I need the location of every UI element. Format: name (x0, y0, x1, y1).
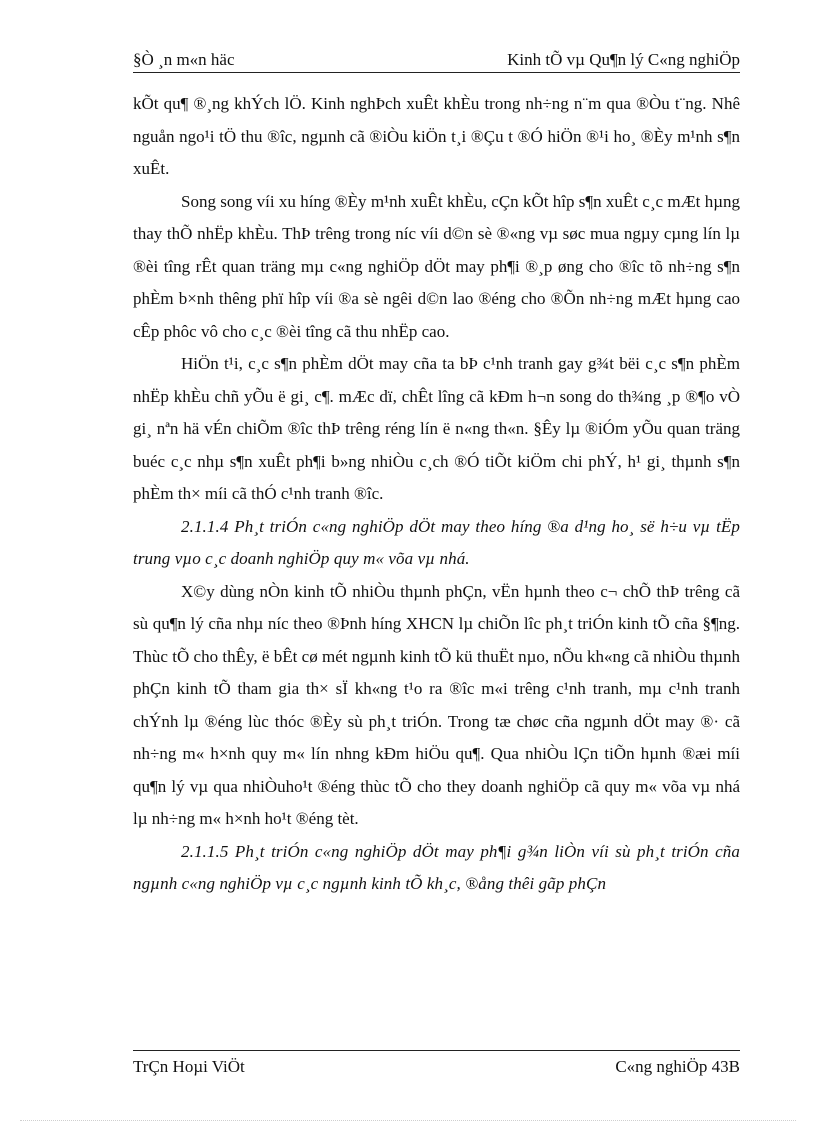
paragraph-competition: HiÖn t¹i, c¸c s¶n phÈm dÖt may cña ta bÞ c¹nh tranh gay g¾t bëi c¸c s¶n phÈm nhËp khÈu chñ yÕu ë gi¸ c¶. mÆc dï, chÊt lîng cã kÐm h¬n song do th¾ng ¸p ®¶o vÒ gi¸ nªn hä vÉn chiÕm ®îc thÞ trêng réng lín ë n«ng th«n. §Êy lµ ®iÓm yÕu quan träng buéc c¸c nhµ s¶n xuÊt ph¶i b»ng nhiÒu c¸ch ®Ó tiÕt kiÖm chi phÝ, h¹ gi¸ thµnh s¶n phÈm th× míi cã thÓ c¹nh tranh ®îc. (133, 354, 740, 503)
header-subject-title: Kinh tÕ vµ Qu¶n lý C«ng nghiÖp (507, 50, 740, 69)
paragraph-continuation: kÕt qu¶ ®¸ng khÝch lÖ. Kinh nghÞch xuÊt khÈu trong nh÷ng n¨m qua ®Òu t¨ng. Nhê nguån ngo¹i tÖ thu ®îc, ngµnh cã ®iÒu kiÖn t¸i ®Çu t ®Ó hiÖn ®¹i ho¸ ®Èy m¹nh s¶n xuÊt. (133, 94, 740, 178)
document-body (133, 88, 740, 901)
section-heading-2-1-1-5: 2.1.1.5 Ph¸t triÓn c«ng nghiÖp dÖt may ph¶i g¾n liÒn víi sù ph¸t triÓn cña ngµnh c«ng nghiÖp vµ c¸c ngµnh kinh tÕ kh¸c, ®ång thêi gãp phÇn (133, 841, 740, 893)
page-header (133, 48, 740, 73)
page-footer (133, 1050, 740, 1081)
header-course-title: §Ò ¸n m«n häc (133, 50, 235, 69)
section-heading-2-1-1-4: 2.1.1.4 Ph¸t triÓn c«ng nghiÖp dÖt may theo híng ®a d¹ng ho¸ së h÷u vµ tËp trung vµo c¸c doanh nghiÖp quy m« võa vµ nhá. (133, 516, 740, 568)
paragraph-multi-sector-economy: X©y dùng nÒn kinh tÕ nhiÒu thµnh phÇn, vËn hµnh theo c¬ chÕ thÞ trêng cã sù qu¶n lý cña nhµ níc theo ®Þnh híng XHCN lµ chiÕn lîc ph¸t triÓn kinh tÕ cña §¶ng. Thùc tÕ cho thÊy, ë bÊt cø mét ngµnh kinh tÕ kü thuËt nµo, nÕu kh«ng cã nhiÒu thµnh phÇn kinh tÕ tham gia th× sÏ kh«ng t¹o ra ®îc m«i trêng c¹nh tranh, mµ c¹nh tranh chÝnh lµ ®éng lùc thóc ®Èy sù ph¸t triÓn. Trong tæ chøc cña ngµnh dÖt may ®· cã nh÷ng m« h×nh quy m« lín nhng kÐm hiÖu qu¶. Qua nhiÒu lÇn tiÕn hµnh ®æi míi qu¶n lý vµ qua nhiÒuho¹t ®éng thùc tÕ cho they doanh nghiÖp cã quy m« võa vµ nhá lµ nh÷ng m« h×nh ho¹t ®éng tèt. (133, 581, 740, 828)
paragraph-domestic-market: Song song víi xu híng ®Èy m¹nh xuÊt khÈu, cÇn kÕt hîp s¶n xuÊt c¸c mÆt hµng thay thÕ nhËp khÈu. ThÞ trêng trong níc víi d©n sè ®«ng vµ søc mua ngµy cµng lín lµ ®èi tîng rÊt quan träng mµ c«ng nghiÖp dÖt may ph¶i ®¸p øng cho ®îc tõ nh÷ng s¶n phÈm b×nh thêng phï hîp víi ®a sè ngêi d©n lao ®éng cho ®Õn nh÷ng mÆt hµng cao cÊp phôc vô cho c¸c ®èi tîng cã thu nhËp cao. (133, 191, 740, 341)
footer-author: TrÇn Hoµi ViÖt (133, 1057, 245, 1076)
page-edge-divider (20, 1120, 796, 1121)
footer-class: C«ng nghiÖp 43B (615, 1057, 740, 1076)
